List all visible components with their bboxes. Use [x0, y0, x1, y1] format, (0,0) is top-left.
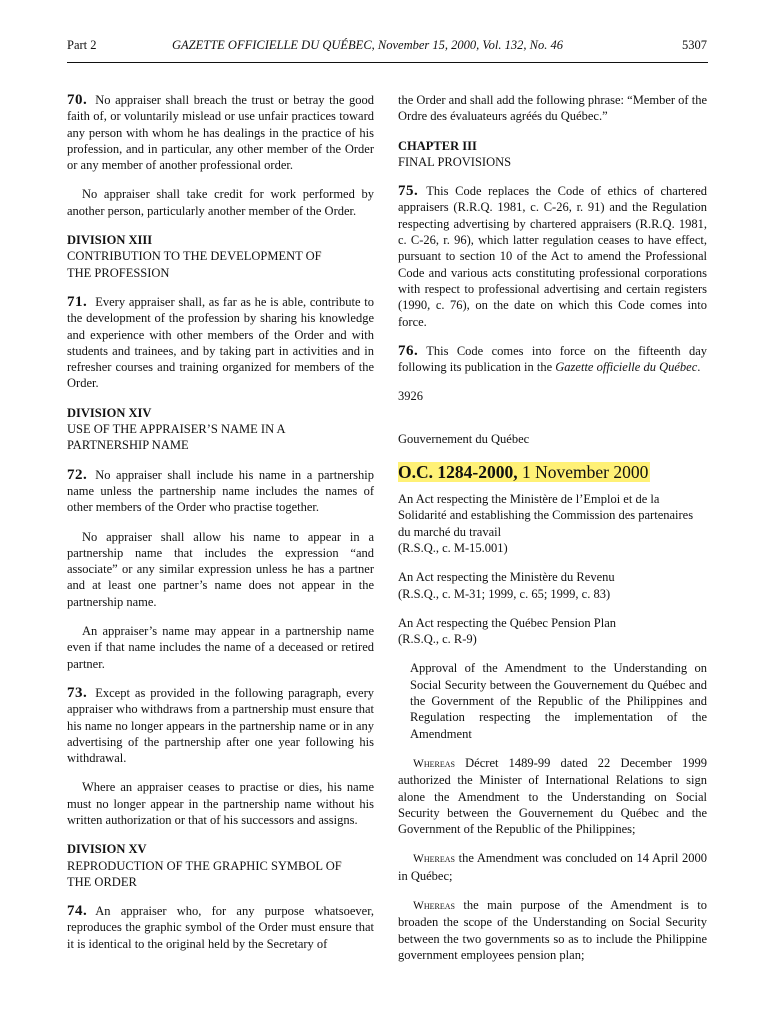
- division-title: DIVISION XIV: [67, 405, 152, 420]
- division-15-heading: [67, 841, 374, 890]
- article-number: 75.: [398, 183, 419, 200]
- act-title: An Act respecting the Québec Pension Plan: [398, 615, 617, 630]
- order-in-council-heading: [398, 461, 707, 483]
- whereas-1: [398, 755, 707, 837]
- highlighted-oc: [398, 462, 650, 482]
- article-text: Except as provided in the following paragraph, every appraiser who withdraws from a partnership must ensure that his name no longer appears in the partnership name or in any advertising of the partnership after one year following his withdrawal.: [67, 685, 374, 766]
- chapter-subtitle: FINAL PROVISIONS: [398, 154, 512, 169]
- act-reference: (R.S.Q., c. M-15.001): [398, 540, 508, 555]
- article-text: No appraiser shall include his name in a partnership name unless the partnership name includes the names of other members of the Order who practise together.: [67, 467, 374, 515]
- gazette-name: Gazette officielle du Québec: [555, 360, 698, 375]
- article-70: [67, 92, 374, 173]
- act-reference: (R.S.Q., c. M-31; 1999, c. 65; 1999, c. 83): [398, 586, 611, 601]
- division-subtitle: USE OF THE APPRAISER’S NAME IN A: [67, 422, 286, 437]
- left-column: [67, 92, 374, 952]
- gouvernement-label: Gouvernement du Québec: [398, 431, 530, 446]
- chapter-3-heading: [398, 138, 707, 171]
- division-subtitle: THE PROFESSION: [67, 265, 170, 280]
- division-subtitle: PARTNERSHIP NAME: [67, 438, 189, 453]
- whereas-3: [398, 897, 707, 963]
- article-text-end: .: [697, 360, 701, 375]
- division-subtitle: REPRODUCTION OF THE GRAPHIC SYMBOL OF: [67, 858, 342, 873]
- whereas-word: Whereas: [413, 853, 455, 866]
- article-73: [67, 685, 374, 766]
- article-number: 70.: [67, 92, 88, 108]
- division-14-heading: [67, 405, 374, 454]
- running-header: [67, 36, 707, 54]
- header-rule: [67, 62, 708, 63]
- approval-title: Approval of the Amendment to the Understanding on Social Security between the Gouvernement du Québec and the Government of the Republic of the Philippines and Regulation respecting the implementation of the Amendment: [410, 661, 707, 741]
- whereas-word: Whereas: [413, 899, 455, 912]
- division-subtitle: CONTRIBUTION TO THE DEVELOPMENT OF: [67, 249, 322, 264]
- article-number: 74.: [67, 903, 88, 920]
- act-title: An Act respecting the Ministère du Revenu: [398, 570, 615, 585]
- chapter-title: CHAPTER III: [398, 138, 477, 153]
- whereas-text: the main purpose of the Amendment is to broaden the scope of the Understanding on Social Security between the two governments so as to include the Philippine government employees pension plan;: [398, 897, 707, 962]
- article-72-para-2: No appraiser shall allow his name to appear in a partnership name that includes the expression “and associate” or any similar expression unless he has a partner and at least one partner’s name does not appear in the partnership name.: [67, 529, 374, 609]
- gazette-title: GAZETTE OFFICIELLE DU QUÉBEC, November 15, 2000, Vol. 132, No. 46: [172, 38, 563, 52]
- article-72-para-3: An appraiser’s name may appear in a partnership name even if that name includes the name of a deceased or retired partner.: [67, 624, 374, 671]
- article-70-para-2: No appraiser shall take credit for work performed by another person, particularly another member of the Order.: [67, 187, 374, 218]
- whereas-2: [398, 850, 707, 884]
- right-column: [398, 92, 707, 963]
- act-1: [398, 491, 707, 556]
- division-title: DIVISION XV: [67, 842, 147, 857]
- page-number: 5307: [682, 38, 707, 52]
- act-2: [398, 569, 707, 602]
- article-74: [67, 903, 374, 952]
- whereas-text: the Amendment was concluded on 14 April 2000 in Québec;: [398, 851, 707, 883]
- act-3: [398, 615, 707, 648]
- article-number: 76.: [398, 342, 419, 359]
- oc-number: O.C. 1284-2000,: [398, 462, 518, 483]
- article-76: [398, 343, 707, 376]
- act-reference: (R.S.Q., c. R-9): [398, 632, 477, 647]
- article-73-para-2: Where an appraiser ceases to practise or dies, his name must no longer appear in the partnership name without his written authorization or that of his successors and assigns.: [67, 780, 374, 827]
- oc-date: 1 November 2000: [517, 462, 649, 483]
- article-number: 72.: [67, 466, 88, 483]
- whereas-word: Whereas: [413, 757, 455, 770]
- article-75: [398, 183, 707, 330]
- article-text: An appraiser who, for any purpose whatsoever, reproduces the graphic symbol of the Order must ensure that it is identical to the original held by the Secretary of: [67, 904, 374, 951]
- act-title: An Act respecting the Ministère de l’Emploi et de la Solidarité and establishing the Commission des partenaires du marché du travail: [398, 492, 694, 539]
- article-text: This Code replaces the Code of ethics of chartered appraisers (R.R.Q. 1981, c. C-26, r. 91) and the Regulation respecting advertising by chartered appraisers (R.R.Q. 1981, c. C-26, r. 96), which latter regulation ceases to have effect, pursuant to section 10 of the Act to amend the Professional Code and various acts constituting professional corporations with respect to professional advertising and certain registers (1990, c. 76), on the date on which this Code comes into force.: [398, 184, 707, 329]
- whereas-text: Décret 1489-99 dated 22 December 1999 authorized the Minister of International Relations to sign alone the Amendment to the Understanding on Social Security between the Gouvernement du Québec and the Government of the Republic of the Philippines;: [398, 755, 707, 837]
- division-13-heading: [67, 232, 374, 281]
- article-number: 73.: [67, 684, 88, 701]
- article-text: Every appraiser shall, as far as he is able, contribute to the development of the profession by sharing his knowledge and experience with other members of the Order and with students and trainees, and by taking part in activities and in refresher courses and training organized for members of the Order.: [67, 294, 374, 391]
- article-72: [67, 467, 374, 516]
- article-74-continued: the Order and shall add the following phrase: “Member of the Ordre des évaluateurs agréés du Québec.”: [398, 93, 707, 124]
- division-subtitle: THE ORDER: [67, 874, 137, 889]
- division-title: DIVISION XIII: [67, 233, 153, 248]
- reference-number: 3926: [398, 389, 423, 404]
- article-71: [67, 294, 374, 392]
- part-label: Part 2: [67, 38, 97, 52]
- article-number: 71.: [67, 293, 88, 310]
- article-text: This Code comes into force on the fifteenth day following its publication in the: [398, 343, 707, 375]
- article-text: No appraiser shall breach the trust or betray the good faith of, or voluntarily mislead or use unfair practices toward any person with whom he has dealings in the practice of his profession, and in particular, any other member of the Order or any member of another professional order.: [67, 93, 374, 173]
